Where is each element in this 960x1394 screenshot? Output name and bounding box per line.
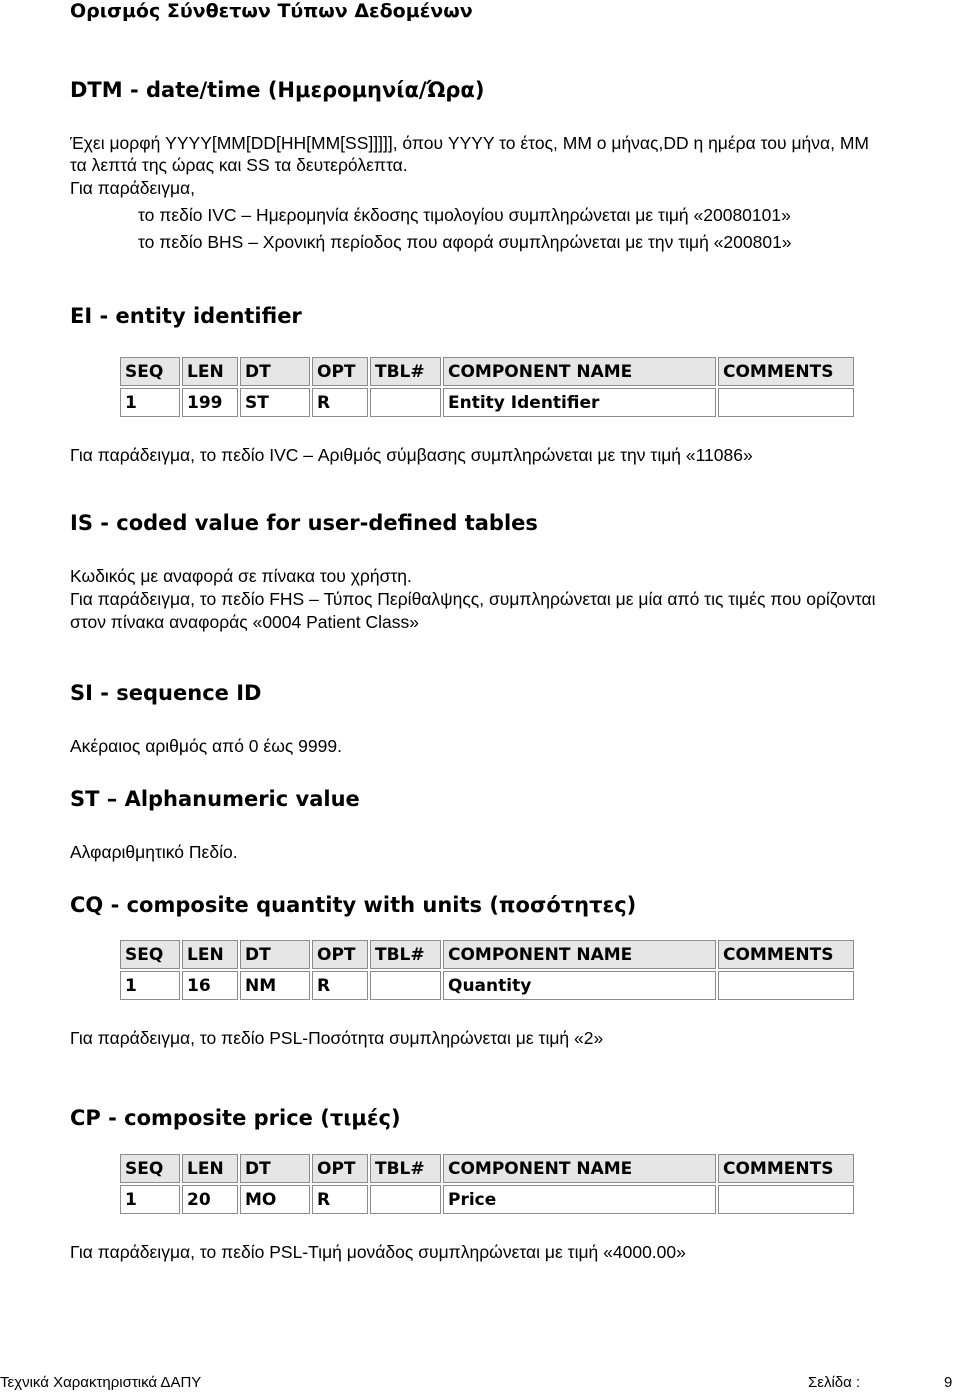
table-cell: 1 xyxy=(120,388,180,417)
cq-example: Για παράδειγμα, το πεδίο PSL-Ποσότητα συμπληρώνεται με τιμή «2» xyxy=(70,1028,604,1048)
header-cell: OPT xyxy=(312,940,368,969)
ei-definition-table xyxy=(118,355,856,419)
cp-heading: CP - composite price (τιμές) xyxy=(70,1106,401,1130)
table-cell: MO xyxy=(240,1185,310,1214)
header-cell: TBL# xyxy=(370,1154,441,1183)
cp-example: Για παράδειγμα, το πεδίο PSL-Τιμή μονάδος συμπληρώνεται με τιμή «4000.00» xyxy=(70,1242,686,1262)
header-cell: DT xyxy=(240,357,310,386)
dtm-example-line: το πεδίο IVC – Ημερομηνία έκδοσης τιμολογίου συμπληρώνεται με τιμή «20080101» xyxy=(138,205,791,225)
is-text-line: Κωδικός με αναφορά σε πίνακα του χρήστη. xyxy=(70,566,412,586)
table-cell xyxy=(370,388,441,417)
dtm-example-line: το πεδίο BHS – Χρονική περίοδος που αφορά συμπληρώνεται με την τιμή «200801» xyxy=(138,232,792,252)
header-cell: COMPONENT NAME xyxy=(443,940,716,969)
table-cell: NM xyxy=(240,971,310,1000)
table-cell: R xyxy=(312,388,368,417)
table-cell xyxy=(718,971,854,1000)
dtm-text-line: τα λεπτά της ώρας και SS τα δευτερόλεπτα. xyxy=(70,155,408,175)
table-cell: ST xyxy=(240,388,310,417)
table-header-row xyxy=(120,357,854,386)
header-cell: OPT xyxy=(312,357,368,386)
document-title: Ορισμός Σύνθετων Τύπων Δεδομένων xyxy=(70,0,473,22)
header-cell: TBL# xyxy=(370,940,441,969)
header-cell: LEN xyxy=(182,940,238,969)
header-cell: COMPONENT NAME xyxy=(443,1154,716,1183)
st-heading: ST – Alphanumeric value xyxy=(70,787,360,811)
table-header-row xyxy=(120,1154,854,1183)
footer-page-number: 9 xyxy=(944,1374,953,1391)
table-cell xyxy=(718,388,854,417)
cp-definition-table xyxy=(118,1152,856,1216)
table-cell: R xyxy=(312,971,368,1000)
table-cell xyxy=(370,1185,441,1214)
table-row xyxy=(120,1185,854,1214)
table-cell: R xyxy=(312,1185,368,1214)
cq-heading: CQ - composite quantity with units (ποσότητες) xyxy=(70,893,637,917)
ei-example: Για παράδειγμα, το πεδίο IVC – Αριθμός σύμβασης συμπληρώνεται με την τιμή «11086» xyxy=(70,445,753,465)
cq-definition-table xyxy=(118,938,856,1002)
table-row xyxy=(120,388,854,417)
dtm-text-line: Για παράδειγμα, xyxy=(70,178,196,198)
header-cell: SEQ xyxy=(120,357,180,386)
is-text-line: στον πίνακα αναφοράς «0004 Patient Class» xyxy=(70,612,419,632)
header-cell: LEN xyxy=(182,357,238,386)
table-cell: Quantity xyxy=(443,971,716,1000)
ei-heading: EI - entity identifier xyxy=(70,304,302,328)
header-cell: TBL# xyxy=(370,357,441,386)
si-text-line: Ακέραιος αριθμός από 0 έως 9999. xyxy=(70,736,342,756)
header-cell: DT xyxy=(240,940,310,969)
footer-page-label: Σελίδα : xyxy=(808,1374,861,1391)
header-cell: COMPONENT NAME xyxy=(443,357,716,386)
table-cell: 16 xyxy=(182,971,238,1000)
table-row xyxy=(120,971,854,1000)
dtm-text-line: Έχει μορφή YYYY[MM[DD[HH[MM[SS]]]]], όπου YYYY το έτος, MM ο μήνας,DD η ημέρα του μήνα, MM xyxy=(70,133,870,153)
footer-document-name: Τεχνικά Χαρακτηριστικά ΔΑΠΥ xyxy=(0,1374,202,1391)
dtm-heading: DTM - date/time (Ημερομηνία/Ώρα) xyxy=(70,78,485,102)
table-header-row xyxy=(120,940,854,969)
table-cell: 1 xyxy=(120,971,180,1000)
st-text-line: Αλφαριθμητικό Πεδίο. xyxy=(70,842,238,862)
table-cell xyxy=(370,971,441,1000)
table-cell: 199 xyxy=(182,388,238,417)
header-cell: DT xyxy=(240,1154,310,1183)
is-text-line: Για παράδειγμα, το πεδίο FHS – Τύπος Περίθαλψηςς, συμπληρώνεται με μία από τις τιμές που ορίζονται xyxy=(70,589,876,609)
table-cell: Entity Identifier xyxy=(443,388,716,417)
header-cell: COMMENTS xyxy=(718,940,854,969)
header-cell: SEQ xyxy=(120,1154,180,1183)
header-cell: COMMENTS xyxy=(718,357,854,386)
header-cell: COMMENTS xyxy=(718,1154,854,1183)
is-heading: IS - coded value for user-defined tables xyxy=(70,511,538,535)
table-cell xyxy=(718,1185,854,1214)
table-cell: 1 xyxy=(120,1185,180,1214)
table-cell: 20 xyxy=(182,1185,238,1214)
header-cell: OPT xyxy=(312,1154,368,1183)
table-cell: Price xyxy=(443,1185,716,1214)
si-heading: SI - sequence ID xyxy=(70,681,262,705)
header-cell: LEN xyxy=(182,1154,238,1183)
header-cell: SEQ xyxy=(120,940,180,969)
